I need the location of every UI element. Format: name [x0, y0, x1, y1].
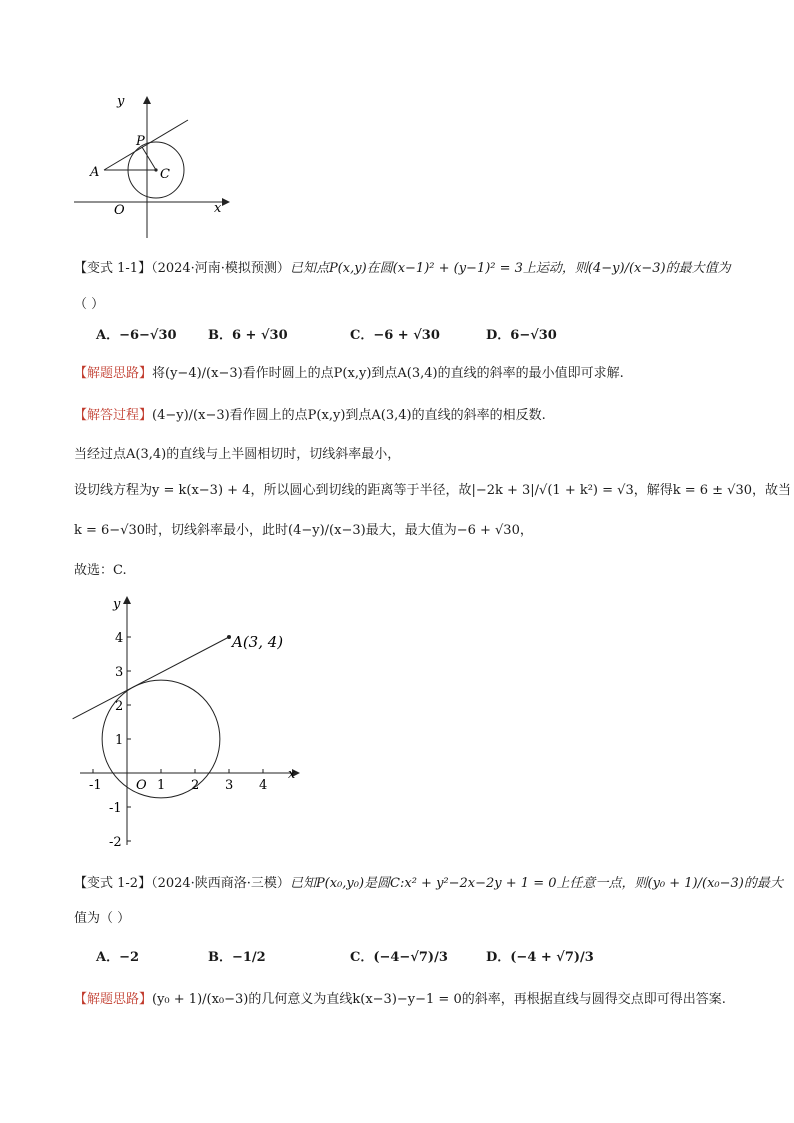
fig2-y-tick-label: -2 [109, 835, 122, 850]
option-b[interactable]: B．6 + √30 [208, 328, 288, 343]
fig2-point-label: A(3, 4) [232, 633, 284, 651]
process-line-4: k = 6−√30时，切线斜率最小，此时(4−y)/(x−3)最大，最大值为−6 + √30， [74, 523, 533, 538]
variant-1-2-question [74, 872, 783, 891]
variant-1-1-question [74, 257, 731, 276]
fig1-label-x: x [214, 201, 222, 216]
variant-stem: 已知点P(x,y)在圆(x−1)² + (y−1)² = 3上运动，则(4−y)/(x−3)的最大值为 [289, 261, 731, 276]
option-a[interactable]: A．−6−√30 [96, 328, 177, 343]
option-b[interactable]: B．−1/2 [208, 950, 266, 965]
variant-stem: 已知P(x₀,y₀)是圆C:x² + y²−2x−2y + 1 = 0上任意一点，则(y₀ + 1)/(x₀−3)的最大 [289, 876, 783, 891]
fig2-x-tick-label: 1 [157, 778, 166, 793]
answer-choice: 故选：C. [74, 563, 127, 578]
variant-source: （2024·河南·模拟预测） [151, 261, 290, 276]
fig1-label-a: A [90, 165, 100, 180]
process-line-2: 当经过点A(3,4)的直线与上半圆相切时，切线斜率最小， [74, 447, 401, 462]
fig2-y-tick-label: -1 [109, 801, 122, 816]
fig1-label-y: y [117, 94, 125, 109]
process-tag: 【解答过程】 [74, 408, 153, 423]
figure-1-circle-tangent [70, 90, 240, 240]
fig2-y-tick-label: 3 [115, 665, 124, 680]
idea-tag: 【解题思路】 [74, 366, 153, 381]
idea-tag: 【解题思路】 [74, 992, 153, 1007]
fig2-y-tick-label: 1 [115, 733, 124, 748]
fig2-x-tick-label: 2 [191, 778, 200, 793]
fig2-point-a [227, 635, 231, 639]
option-c[interactable]: C．(−4−√7)/3 [350, 950, 448, 965]
process-line-3: 设切线方程为y = k(x−3) + 4，所以圆心到切线的距离等于半径，故|−2k + 3|/√(1 + k²) = √3，解得k = 6 ± √30，故当 [74, 483, 791, 498]
fig2-x-tick-label: -1 [89, 778, 102, 793]
option-d[interactable]: D．6−√30 [486, 328, 557, 343]
fig1-label-o: O [114, 203, 125, 218]
fig1-label-c: C [160, 167, 170, 182]
option-d[interactable]: D．(−4 + √7)/3 [486, 950, 594, 965]
options-row-1-2 [96, 946, 716, 966]
process-line-1: (4−y)/(x−3)看作圆上的点P(x,y)到点A(3,4)的直线的斜率的相反数. [152, 408, 546, 423]
variant-1-2-stem-cont: 值为（ ） [74, 911, 131, 926]
fig2-y-label: y [113, 597, 121, 612]
fig2-tangent-line [73, 637, 229, 719]
fig2-y-arrow [123, 596, 131, 604]
idea-text: 将(y−4)/(x−3)看作时圆上的点P(x,y)到点A(3,4)的直线的斜率的最小值即可求解. [152, 366, 624, 381]
fig2-x-label: x [288, 767, 296, 782]
solution-idea-1-2 [74, 988, 726, 1007]
variant-source: （2024·陕西商洛·三模） [151, 876, 290, 891]
fig2-x-tick-label: 4 [259, 778, 268, 793]
fig2-y-tick-label: 4 [115, 631, 124, 646]
option-c[interactable]: C．−6 + √30 [350, 328, 440, 343]
options-row-1-1 [96, 324, 716, 344]
option-a[interactable]: A．−2 [96, 950, 140, 965]
variant-tag: 【变式 1-2】 [74, 876, 152, 891]
answer-paren: （ ） [74, 297, 105, 312]
figure-2-tangent-plot [70, 590, 310, 850]
fig2-origin-label: O [136, 778, 147, 793]
solution-process-1 [74, 404, 546, 423]
idea-text: (y₀ + 1)/(x₀−3)的几何意义为直线k(x−3)−y−1 = 0的斜率，再根据直线与圆得交点即可得出答案. [152, 992, 726, 1007]
fig2-y-tick-label: 2 [115, 699, 124, 714]
variant-tag: 【变式 1-1】 [74, 261, 152, 276]
fig2-x-tick-label: 3 [225, 778, 234, 793]
solution-idea-1-1 [74, 362, 624, 381]
fig1-label-p: P [136, 134, 145, 149]
